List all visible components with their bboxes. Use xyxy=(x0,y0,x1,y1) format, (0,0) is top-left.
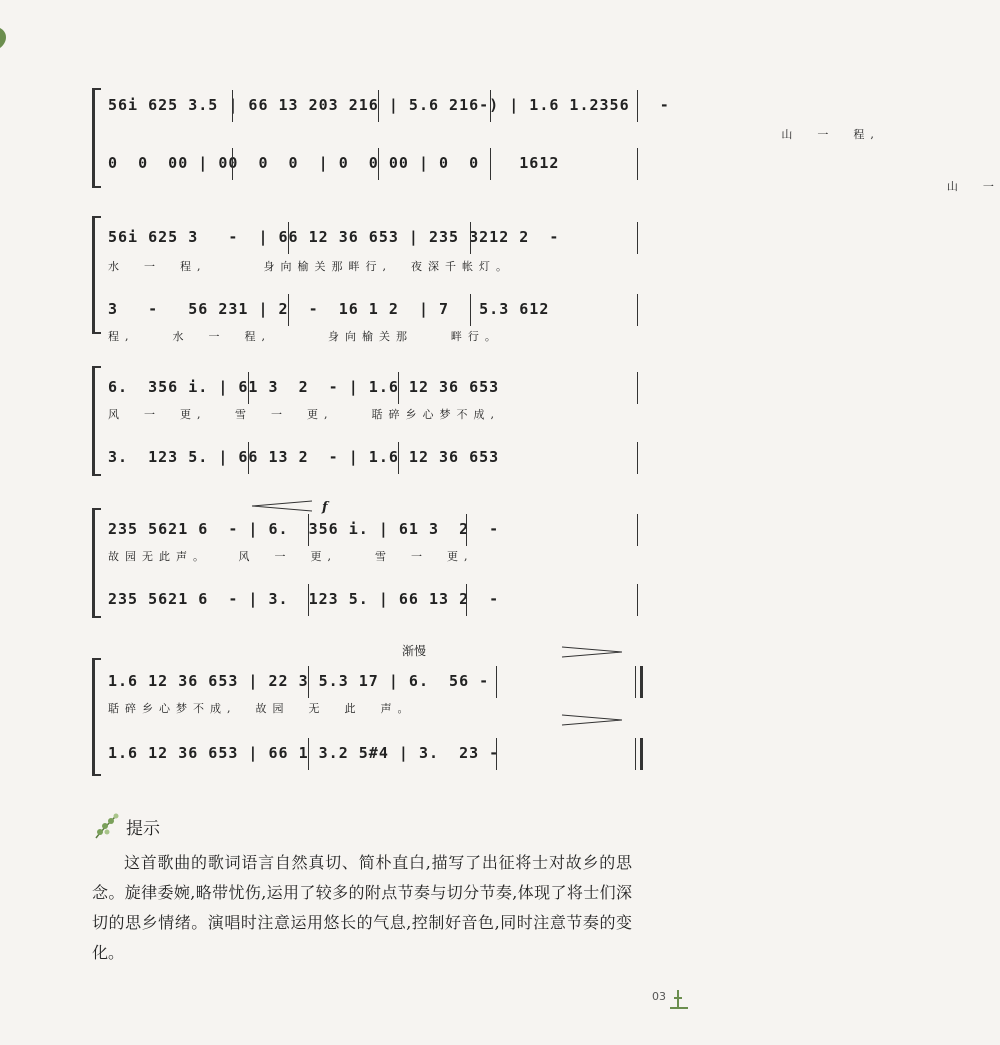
lyrics-line: 聒碎乡心梦不成, 故园 无 此 声。 xyxy=(108,702,415,715)
decrescendo-hairpin-lower xyxy=(562,714,622,726)
staff-lower xyxy=(108,744,640,784)
staff-upper xyxy=(108,228,640,273)
page-number: 03 xyxy=(652,990,666,1003)
lyrics-line: 山 一 xyxy=(548,180,1000,193)
notation-line: 3. 123 5. | 66 13 2 - | 1.6 12 36 653 xyxy=(108,448,500,466)
flower-sprig-icon xyxy=(92,812,120,840)
notation-line: 56i 625 3.5 | 66 13 203 216 | 5.6 216-) | 1.6 1.2356 - xyxy=(108,96,670,114)
dynamic-forte: f xyxy=(322,500,328,515)
notation-line: 1.6 12 36 653 | 22 3 5.3 17 | 6. 56 - xyxy=(108,672,490,690)
lyrics-line: 风 一 更, 雪 一 更, 聒碎乡心梦不成, xyxy=(108,408,500,421)
staff-upper xyxy=(108,520,640,563)
staff-lower xyxy=(108,154,1000,194)
leaf-decoration-icon xyxy=(0,28,10,48)
lyrics-line: 山 一 程, xyxy=(468,128,880,141)
corner-ornament-icon xyxy=(668,986,690,1010)
lyrics-line: 故园无此声。 风 一 更, 雪 一 更, xyxy=(108,550,474,563)
notation-line: 6. 356 i. | 61 3 2 - | 1.6 12 36 653 xyxy=(108,378,500,396)
staff-upper xyxy=(108,672,640,715)
notation-line: 3 - 56 231 | 2 - 16 1 2 | 7 5.3 612 xyxy=(108,300,550,318)
staff-lower xyxy=(108,300,640,343)
lyrics-line: 水 一 程, 身向榆关那畔行, 夜深千帐灯。 xyxy=(108,260,513,273)
tip-title: 提示 xyxy=(126,818,160,839)
score-system-3 xyxy=(92,366,640,476)
notation-line: 1.6 12 36 653 | 66 1 3.2 5#4 | 3. 23 - xyxy=(108,744,500,762)
score-system-2 xyxy=(92,216,640,343)
crescendo-hairpin xyxy=(252,500,312,512)
staff-upper xyxy=(108,96,880,141)
tip-body-text: 这首歌曲的歌词语言自然真切、简朴直白,描写了出征将士对故乡的思念。旋律委婉,略带忧伤,运用了较多的附点节奏与切分节奏,体现了将士们深切的思乡情绪。演唱时注意运用悠长的气息,控制好音色,同时注意节奏的变化。 xyxy=(92,853,632,962)
notation-line: 235 5621 6 - | 3. 123 5. | 66 13 2 - xyxy=(108,590,500,608)
decrescendo-hairpin xyxy=(562,646,622,658)
score-system-1 xyxy=(92,88,1000,193)
score-system-5 xyxy=(92,644,640,778)
staff-upper xyxy=(108,378,640,421)
tip-heading xyxy=(92,812,160,840)
score-system-4 xyxy=(92,500,640,618)
notation-line: 0 0 00 | 00 0 0 | 0 0 00 | 0 0 1612 xyxy=(108,154,560,172)
tempo-marking: 渐慢 xyxy=(402,644,427,658)
lyrics-line: 程, 水 一 程, 身向榆关那 畔行。 xyxy=(108,330,502,343)
staff-lower xyxy=(108,448,640,488)
notation-line: 235 5621 6 - | 6. 356 i. | 61 3 2 - xyxy=(108,520,500,538)
staff-lower xyxy=(108,590,640,630)
notation-line: 56i 625 3 - | 66 12 36 653 | 235 3212 2 - xyxy=(108,228,560,246)
